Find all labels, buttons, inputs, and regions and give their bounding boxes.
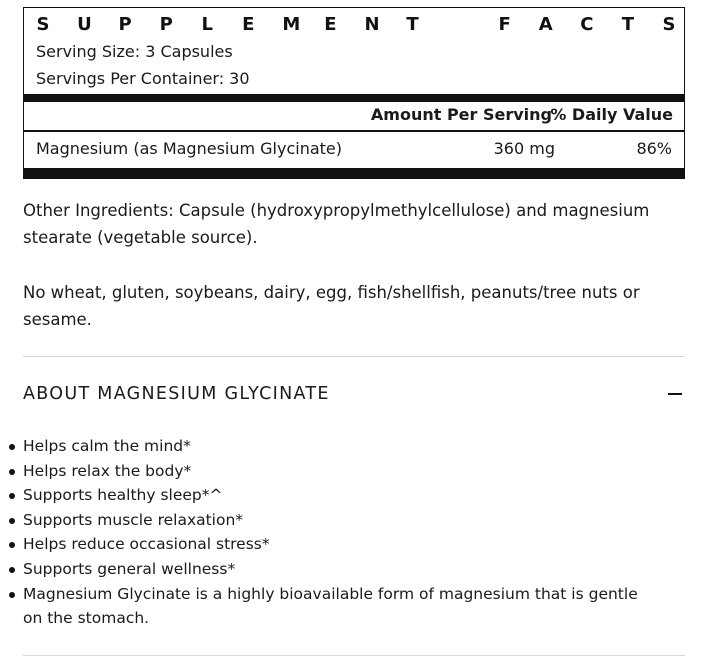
list-item: Helps reduce occasional stress* — [0, 532, 660, 557]
section-divider — [23, 356, 685, 357]
title-letter: T — [406, 14, 419, 35]
title-letter: E — [242, 14, 255, 35]
list-item: Supports muscle relaxation* — [0, 508, 660, 533]
amount-per-serving-header: Amount Per Serving — [370, 105, 552, 124]
list-item: Helps relax the body* — [0, 459, 660, 484]
title-letter: M — [282, 14, 301, 35]
title-letter: P — [118, 14, 132, 35]
facts-divider-thin — [24, 130, 684, 132]
list-item: Magnesium Glycinate is a highly bioavailable form of magnesium that is gentle on the stomach. — [0, 582, 660, 631]
title-letter: S — [662, 14, 676, 35]
benefit-list — [0, 434, 708, 631]
nutrient-name: Magnesium (as Magnesium Glycinate) — [36, 139, 343, 158]
list-item: Helps calm the mind* — [0, 434, 660, 459]
title-space — [447, 14, 471, 35]
accordion-title: ABOUT MAGNESIUM GLYCINATE — [23, 384, 330, 404]
supplement-facts-title — [36, 14, 676, 35]
title-letter: S — [36, 14, 50, 35]
title-letter: C — [580, 14, 594, 35]
minus-icon[interactable] — [668, 393, 682, 395]
supplement-facts-panel — [23, 7, 685, 179]
facts-divider-thick — [24, 94, 684, 102]
list-item: Supports healthy sleep*^ — [0, 483, 660, 508]
nutrient-row — [24, 139, 684, 163]
title-letter: L — [201, 14, 213, 35]
allergen-statement: No wheat, gluten, soybeans, dairy, egg, fish/shellfish, peanuts/tree nuts or sesame. — [23, 283, 640, 329]
title-letter: N — [364, 14, 380, 35]
nutrient-daily-value: 86% — [636, 139, 672, 158]
daily-value-header: % Daily Value — [550, 105, 673, 124]
facts-divider-bottom — [24, 168, 684, 179]
about-accordion-header[interactable] — [23, 380, 685, 408]
title-letter: P — [159, 14, 173, 35]
list-item: Supports general wellness* — [0, 557, 660, 582]
facts-header-row — [24, 105, 684, 131]
servings-per-container: Servings Per Container: 30 — [36, 69, 250, 88]
other-ingredients: Other Ingredients: Capsule (hydroxypropylmethylcellulose) and magnesium stearate (vegetable source). — [23, 201, 650, 247]
title-letter: A — [538, 14, 553, 35]
title-letter: E — [324, 14, 337, 35]
title-letter: F — [498, 14, 511, 35]
title-letter: T — [621, 14, 635, 35]
title-letter: U — [77, 14, 92, 35]
section-divider — [23, 655, 685, 656]
nutrient-amount: 360 mg — [493, 139, 555, 158]
serving-size: Serving Size: 3 Capsules — [36, 42, 233, 61]
